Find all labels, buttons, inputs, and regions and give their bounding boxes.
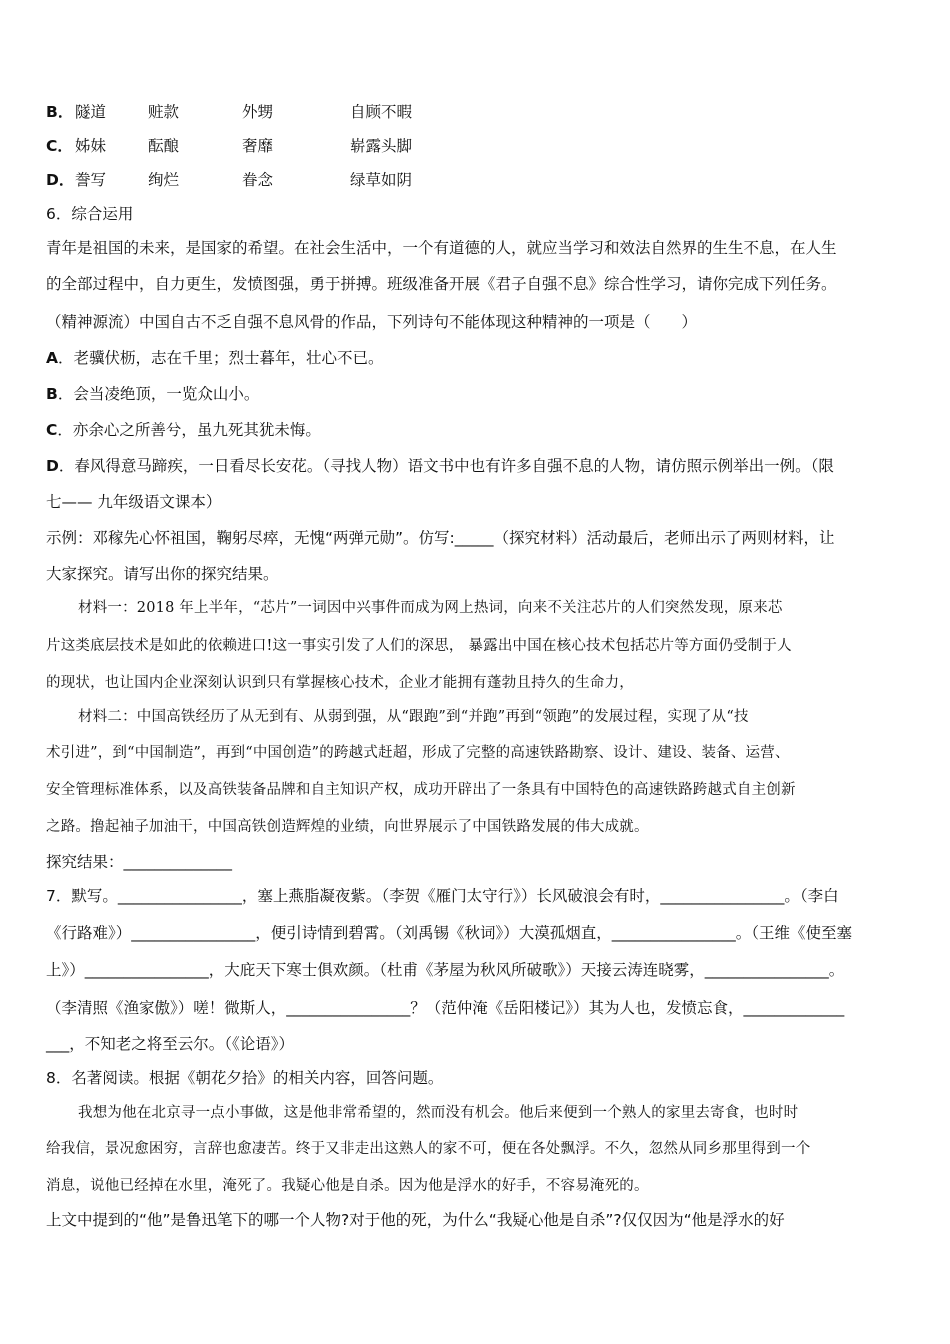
option-letter: D． [46,171,75,189]
material-two: 术引进”，到“中国制造”，再到“中国创造”的跨越式赶超，形成了完整的高速铁路勘察、设计、建设、装备、运营、 [46,745,790,761]
material-two: 安全管理标准体系，以及高铁装备品牌和自主知识产权，成功开辟出了一条具有中国特色的高速铁路跨越式自主创新 [46,782,796,798]
q6-option-c: C．亦余心之所善兮，虽九死其犹未悔。 [46,421,321,439]
q7-line: 《行路难》）________________，便引诗情到碧霄。（刘禹锡《秋词》）大漠孤烟直，________________。（王维《使至塞 [46,924,853,942]
option-word: 隧道 [75,103,107,121]
q6-intro: 青年是祖国的未来，是国家的希望。在社会生活中，一个有道德的人，就应当学习和效法自然界的生生不息，在人生 [46,239,837,257]
q6-option-a: A．老骥伏枥，志在千里；烈士暮年，壮心不已。 [46,349,384,367]
q8-passage: 消息，说他已经掉在水里，淹死了。我疑心他是自杀。因为他是浮水的好手，不容易淹死的。 [46,1178,649,1194]
material-one: 片这类底层技术是如此的依赖进口!这一事实引发了人们的深思， 暴露出中国在核心技术包括芯片等方面仍受制于人 [46,638,792,654]
q6-example: 示例：邓稼先心怀祖国，鞠躬尽瘁，无愧“两弹元勋”。仿写:_____（探究材料）活动最后，老师出示了两则材料，让 [46,529,835,547]
option-word: 酝酿 [148,137,180,155]
q6-option-b: B．会当凌绝顶，一览众山小。 [46,385,260,403]
option-word: 崭露头脚 [350,137,413,155]
option-word: 赃款 [148,103,180,121]
option-word: 自顾不暇 [350,103,413,121]
material-one: 材料一：2018 年上半年，“芯片”一词因中兴事件而成为网上热词，向来不关注芯片的人们突然发现，原来芯 [78,600,783,616]
q8-passage: 我想为他在北京寻一点小事做，这是他非常希望的，然而没有机会。他后来便到一个熟人的家里去寄食，也时时 [78,1105,799,1121]
option-letter: C． [46,137,73,155]
option-word: 姊妹 [75,137,107,155]
option-word: 外甥 [242,103,274,121]
q6-option-d-cont: 七—— 九年级语文课本） [46,493,222,511]
q7-line: 7．默写。________________，塞上燕脂凝夜紫。（李贺《雁门太守行》）长风破浪会有时，________________。（李白 [46,887,839,905]
q6-example: 大家探究。请写出你的探究结果。 [46,565,279,583]
q6-title: 6．综合运用 [46,205,134,223]
option-word: 绚烂 [148,171,180,189]
q7-line: ___，不知老之将至云尔。（《论语》） [46,1035,295,1053]
q8-question: 上文中提到的“他”是鲁迅笔下的哪一个人物?对于他的死，为什么“我疑心他是自杀”?仅仅因为“他是浮水的好 [46,1211,785,1229]
q6-option-d: D．春风得意马蹄疾，一日看尽长安花。（寻找人物）语文书中也有许多自强不息的人物，请仿照示例举出一例。（限 [46,457,834,475]
material-two: 之路。撸起袖子加油干，中国高铁创造辉煌的业绩，向世界展示了中国铁路发展的伟大成就。 [46,819,649,835]
option-letter: B． [46,103,74,121]
q8-passage: 给我信，景况愈困穷，言辞也愈凄苦。终于又非走出这熟人的家不可，便在各处飘浮。不久，忽然从同乡那里得到一个 [46,1141,811,1157]
q7-line: （李清照《渔家傲》）嗟！微斯人，________________？（范仲淹《岳阳楼记》）其为人也，发愤忘食，_____________ [46,999,845,1017]
q6-result: 探究结果：______________ [46,853,233,871]
material-two: 材料二：中国高铁经历了从无到有、从弱到强，从“跟跑”到“并跑”再到“领跑”的发展过程，实现了从“技 [78,709,749,725]
option-word: 眷念 [242,171,274,189]
material-one: 的现状，也让国内企业深刻认识到只有掌握核心技术，企业才能拥有蓬勃且持久的生命力， [46,675,634,691]
option-word: 奢靡 [242,137,274,155]
option-word: 誊写 [75,171,107,189]
q6-task: （精神源流）中国自古不乏自强不息风骨的作品，下列诗句不能体现这种精神的一项是（ ） [46,313,698,331]
q7-line: 上》）________________，大庇天下寒士俱欢颜。（杜甫《茅屋为秋风所破歌》）天接云涛连晓雾，________________。 [46,961,845,979]
q8-title: 8．名著阅读。根据《朝花夕拾》的相关内容，回答问题。 [46,1069,444,1087]
q6-intro: 的全部过程中，自力更生，发愤图强，勇于拼搏。班级准备开展《君子自强不息》综合性学习，请你完成下列任务。 [46,275,837,293]
option-word: 绿草如阴 [350,171,413,189]
